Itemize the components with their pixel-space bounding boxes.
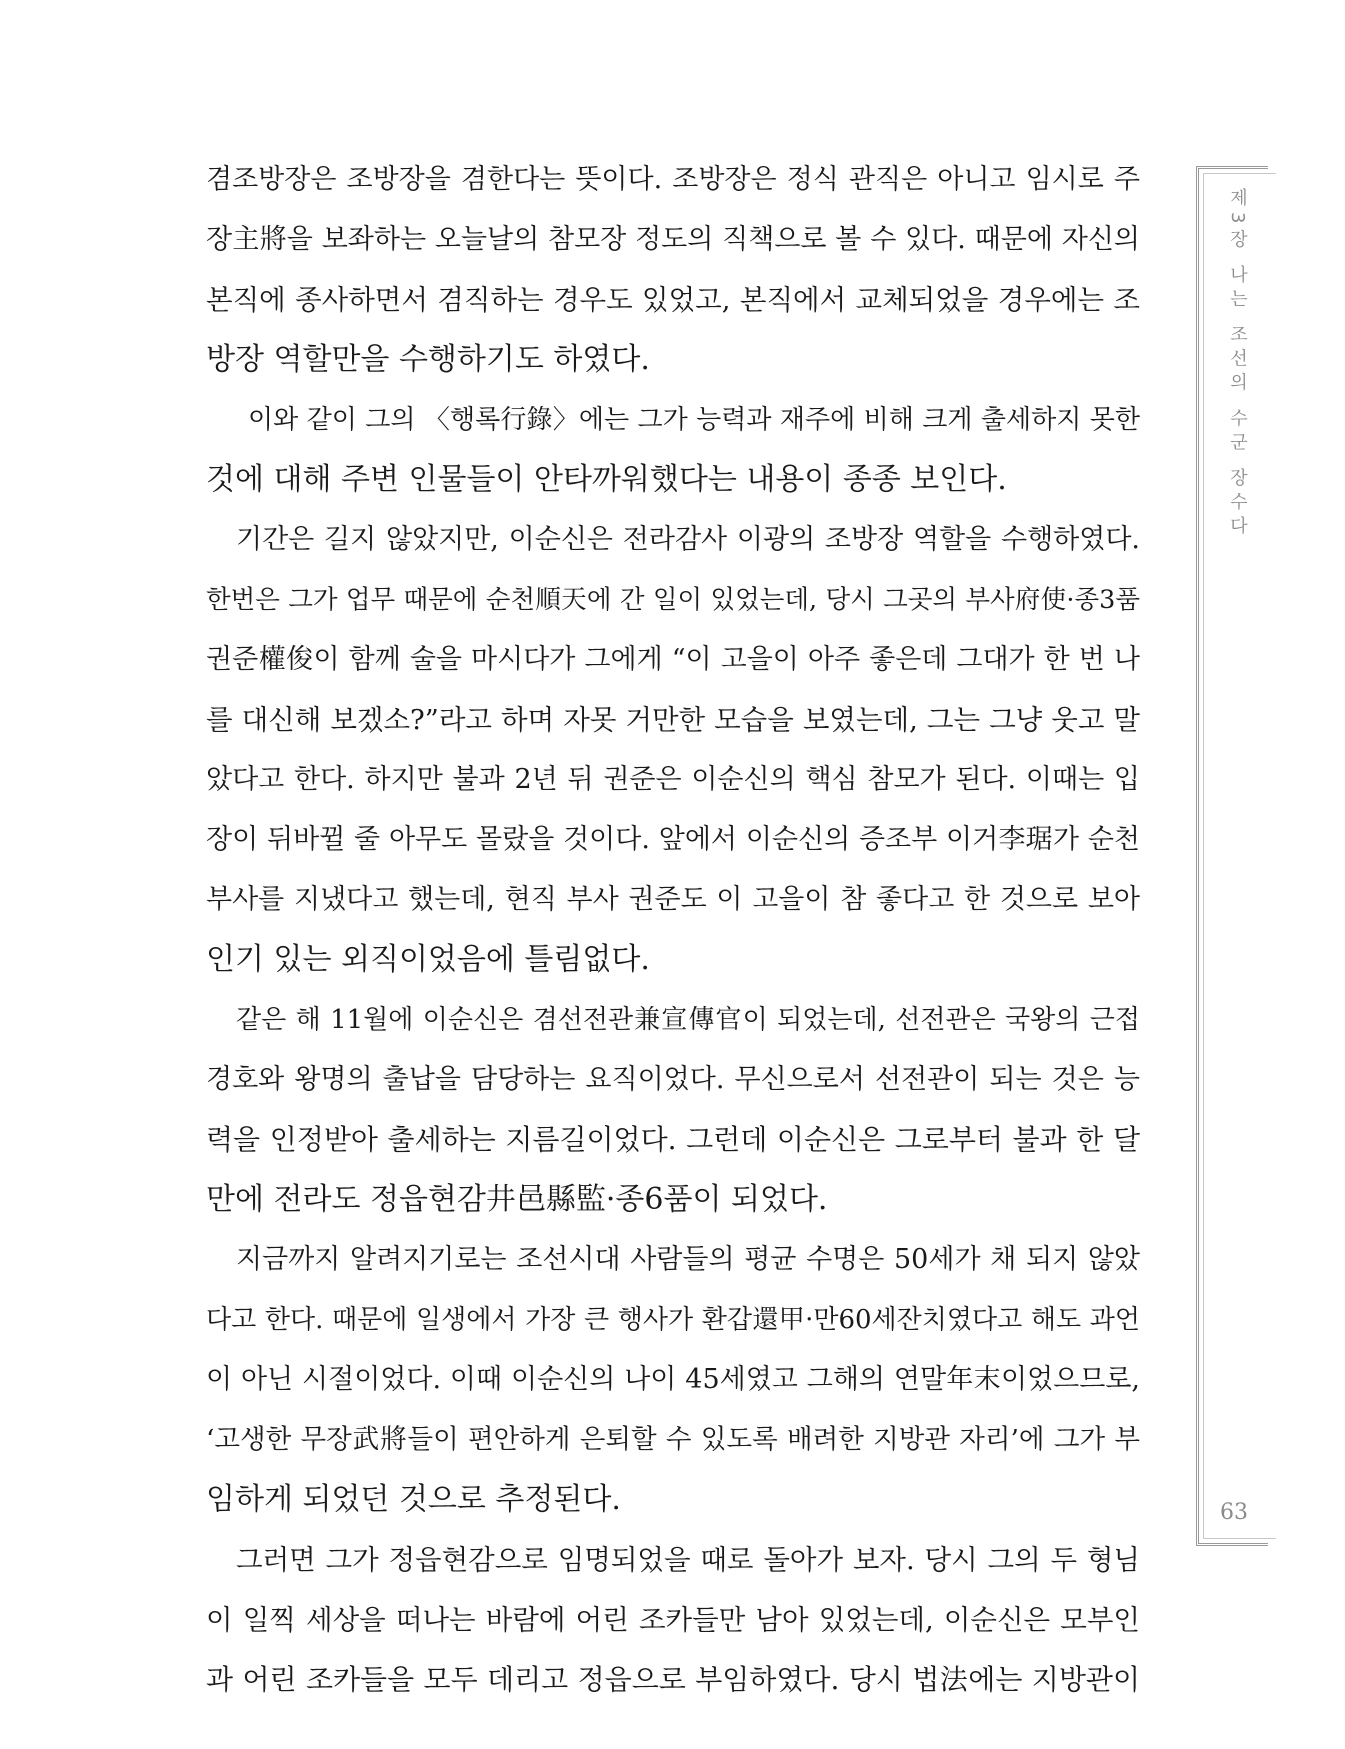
text-line: 방장 역할만을 수행하기도 하였다. xyxy=(206,342,650,377)
text-line: 본직에 종사하면서 겸직하는 경우도 있었고, 본직에서 교체되었을 경우에는 조 xyxy=(206,284,1140,316)
running-header: 제3장 나는 조선의 수군 장수다 xyxy=(1227,188,1248,541)
text-line: 이 일찍 세상을 떠나는 바람에 어린 조카들만 남아 있었는데, 이순신은 모부인 xyxy=(206,1604,1140,1636)
text-line: 것에 대해 주변 인물들이 안타까워했다는 내용이 종종 보인다. xyxy=(206,462,1007,497)
text-line: 임하게 되었던 것으로 추정된다. xyxy=(206,1482,621,1517)
text-line: ‘고생한 무장武將들이 편안하게 은퇴할 수 있도록 배려한 지방관 자리’에 그가 부 xyxy=(206,1424,1140,1455)
text-line: 이 아닌 시절이었다. 이때 이순신의 나이 45세였고 그해의 연말年末이었으므로, xyxy=(206,1364,1140,1395)
text-line: 한번은 그가 업무 때문에 순천順天에 간 일이 있었는데, 당시 그곳의 부사府使·종3품 xyxy=(206,585,1140,615)
text-line: 인기 있는 외직이었음에 틀림없다. xyxy=(206,942,650,977)
text-line: 았다고 한다. 하지만 불과 2년 뒤 권준은 이순신의 핵심 참모가 된다. 이때는 입 xyxy=(206,764,1140,795)
text-line: 다고 한다. 때문에 일생에서 가장 큰 행사가 환갑還甲·만60세잔치였다고 해도 과언 xyxy=(206,1305,1140,1335)
text-line: 장主將을 보좌하는 오늘날의 참모장 정도의 직책으로 볼 수 있다. 때문에 자신의 xyxy=(206,224,1140,255)
text-line: 과 어린 조카들을 모두 데리고 정읍으로 부임하였다. 당시 법法에는 지방관이 xyxy=(206,1663,1140,1696)
text-line: 그러면 그가 정읍현감으로 임명되었을 때로 돌아가 보자. 당시 그의 두 형님 xyxy=(236,1544,1140,1576)
text-line: 장이 뒤바뀔 줄 아무도 몰랐을 것이다. 앞에서 이순신의 증조부 이거李琚가 순천 xyxy=(206,824,1140,855)
text-line: 경호와 왕명의 출납을 담당하는 요직이었다. 무신으로서 선전관이 되는 것은 능 xyxy=(206,1064,1140,1095)
text-line: 겸조방장은 조방장을 겸한다는 뜻이다. 조방장은 정식 관직은 아니고 임시로 주 xyxy=(206,164,1140,195)
text-line: 지금까지 알려지기로는 조선시대 사람들의 평균 수명은 50세가 채 되지 않았 xyxy=(236,1244,1140,1275)
text-line: 기간은 길지 않았지만, 이순신은 전라감사 이광의 조방장 역할을 수행하였다. xyxy=(236,524,1140,555)
text-line: 이와 같이 그의 〈행록行錄〉에는 그가 능력과 재주에 비해 크게 출세하지 못한 xyxy=(248,405,1140,435)
text-line: 만에 전라도 정읍현감井邑縣監·종6품이 되었다. xyxy=(206,1182,828,1217)
text-line: 력을 인정받아 출세하는 지름길이었다. 그런데 이순신은 그로부터 불과 한 달 xyxy=(206,1123,1140,1156)
page-number: 63 xyxy=(1220,1500,1248,1525)
text-line: 부사를 지냈다고 했는데, 현직 부사 권준도 이 고을이 참 좋다고 한 것으로 보아 xyxy=(206,884,1140,915)
text-line: 권준權俊이 함께 술을 마시다가 그에게 “이 고을이 아주 좋은데 그대가 한 번 나 xyxy=(206,644,1140,675)
body-text xyxy=(206,152,1140,1712)
text-line: 를 대신해 보겠소?”라고 하며 자못 거만한 모습을 보였는데, 그는 그냥 웃고 말 xyxy=(206,704,1140,736)
text-line: 같은 해 11월에 이순신은 겸선전관兼宣傳官이 되었는데, 선전관은 국왕의 근접 xyxy=(236,1005,1140,1035)
